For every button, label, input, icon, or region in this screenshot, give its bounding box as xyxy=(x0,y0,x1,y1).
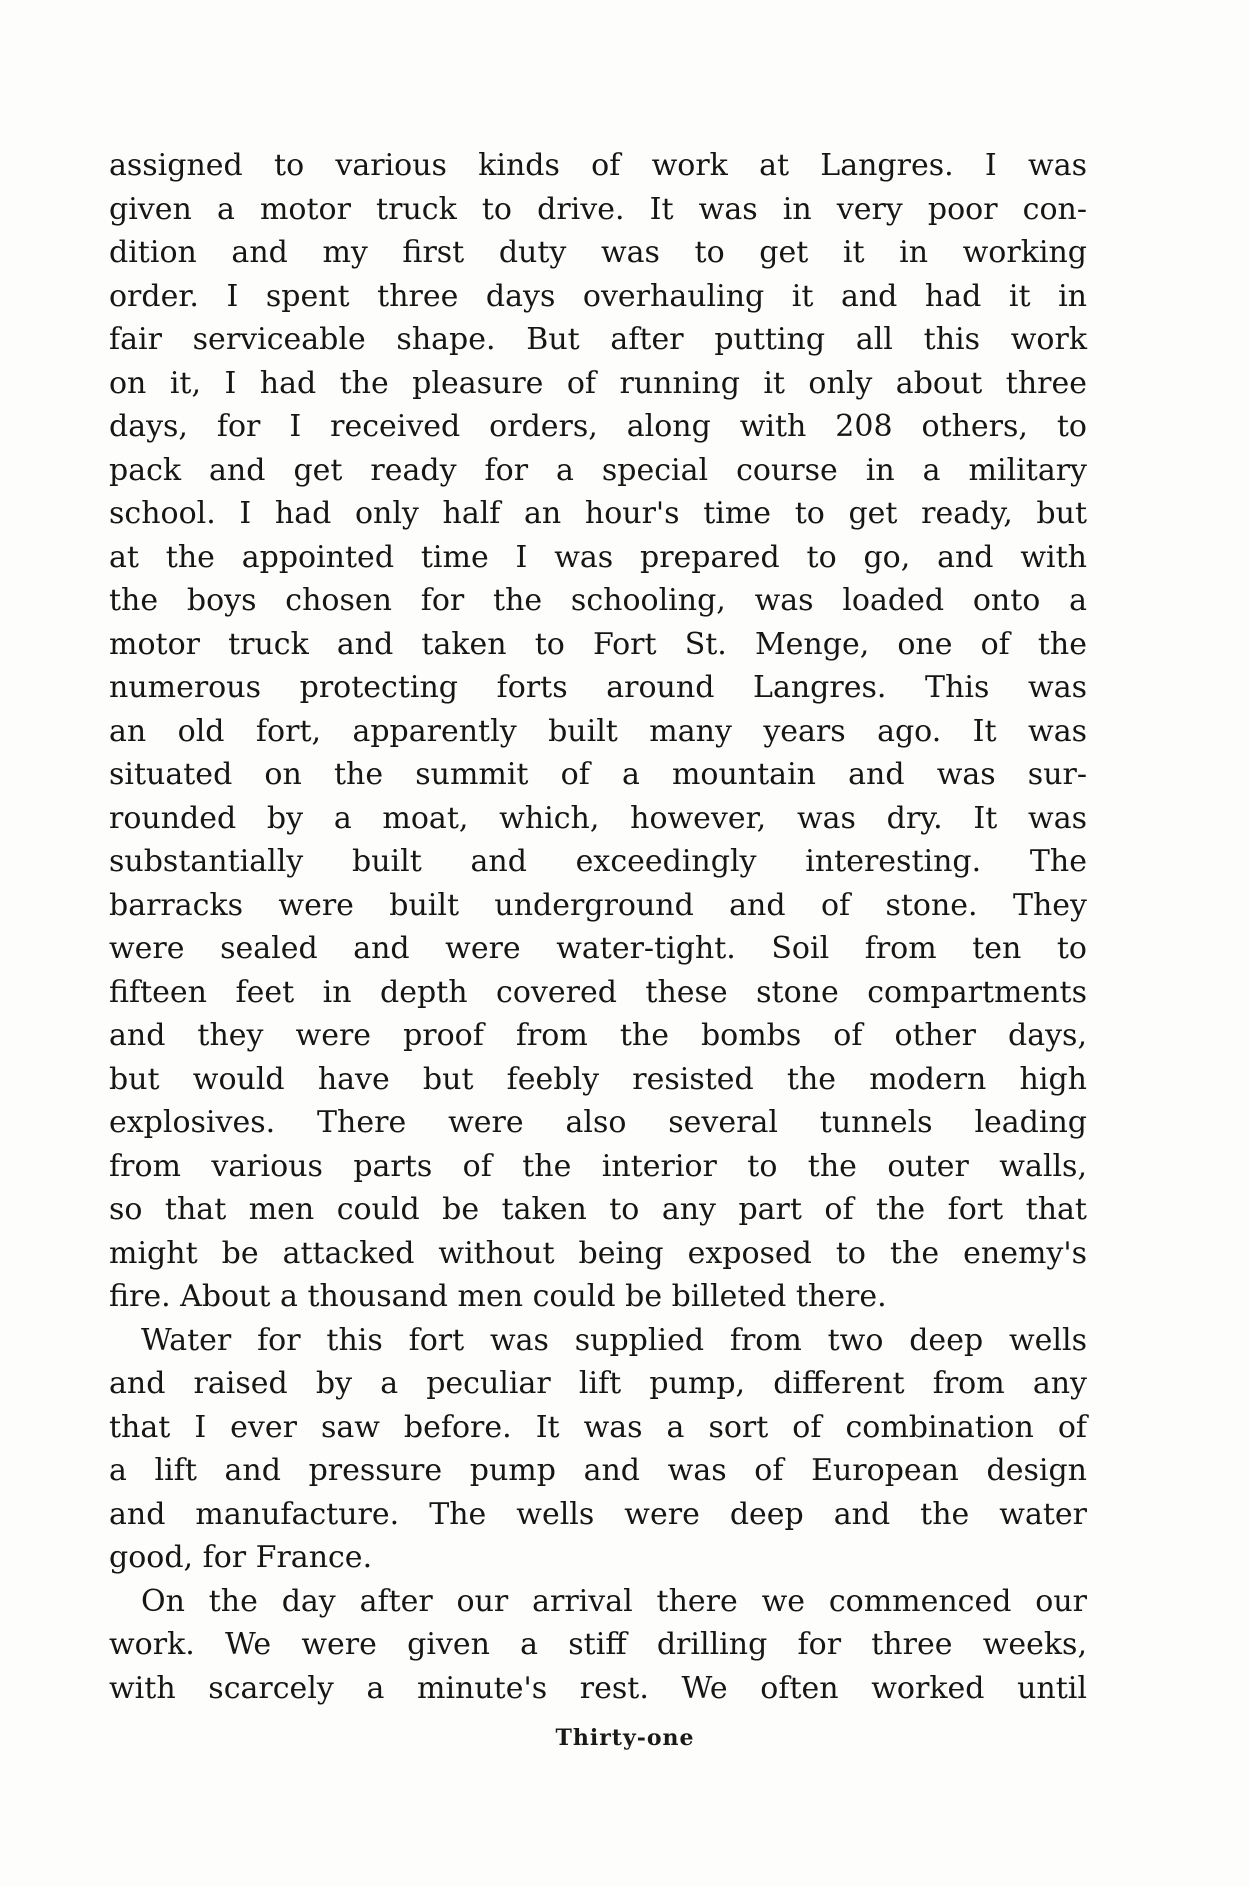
text-line: so that men could be taken to any part of the fort that xyxy=(109,1192,1087,1227)
text-line: that I ever saw before. It was a sort of combination of xyxy=(109,1409,1087,1445)
text-line: with scarcely a minute's rest. We often worked until xyxy=(109,1670,1087,1706)
text-line: fair serviceable shape. But after putting all this work xyxy=(109,322,1087,357)
text-line: motor truck and taken to Fort St. Menge, one of the xyxy=(109,626,1087,662)
text-line: fire. About a thousand men could be billeted there. xyxy=(109,1279,887,1314)
text-line: school. I had only half an hour's time to get ready, but xyxy=(109,496,1087,531)
text-line: On the day after our arrival there we commenced our xyxy=(141,1583,1087,1619)
text-line: an old fort, apparently built many years ago. It was xyxy=(109,713,1087,749)
text-line: at the appointed time I was prepared to go, and with xyxy=(109,539,1087,575)
text-line: given a motor truck to drive. It was in very poor con- xyxy=(109,191,1087,227)
text-line: and manufacture. The wells were deep and the water xyxy=(109,1496,1087,1532)
text-line: and they were proof from the bombs of other days, xyxy=(109,1018,1087,1053)
paragraph xyxy=(109,144,1087,1319)
text-line: order. I spent three days overhauling it and had it in xyxy=(109,278,1087,314)
text-line: fifteen feet in depth covered these stone compartments xyxy=(109,974,1087,1010)
text-line: rounded by a moat, which, however, was dry. It was xyxy=(109,800,1087,836)
text-line: assigned to various kinds of work at Langres. I was xyxy=(109,148,1087,183)
paragraph xyxy=(109,1319,1087,1580)
text-line: and raised by a peculiar lift pump, different from any xyxy=(109,1366,1087,1401)
text-line: from various parts of the interior to the outer walls, xyxy=(109,1148,1087,1184)
text-line: but would have but feebly resisted the modern high xyxy=(109,1061,1087,1097)
text-line: work. We were given a stiff drilling for three weeks, xyxy=(109,1627,1087,1662)
text-line: might be attacked without being exposed to the enemy's xyxy=(109,1235,1087,1271)
text-line: days, for I received orders, along with 208 others, to xyxy=(109,409,1087,444)
text-line: pack and get ready for a special course in a military xyxy=(109,452,1087,488)
text-line: barracks were built underground and of stone. They xyxy=(109,887,1087,923)
text-line: explosives. There were also several tunnels leading xyxy=(109,1105,1087,1140)
body-text xyxy=(109,144,1087,1710)
text-line: Water for this fort was supplied from two deep wells xyxy=(141,1322,1087,1358)
text-line: good, for France. xyxy=(109,1540,373,1575)
text-line: were sealed and were water-tight. Soil from ten to xyxy=(109,931,1087,966)
text-line: substantially built and exceedingly interesting. The xyxy=(109,844,1087,879)
text-line: dition and my first duty was to get it in working xyxy=(109,235,1087,270)
text-line: on it, I had the pleasure of running it only about three xyxy=(109,365,1087,401)
page-number: Thirty-one xyxy=(555,1725,695,1751)
paragraph xyxy=(109,1580,1087,1711)
text-line: numerous protecting forts around Langres. This was xyxy=(109,670,1087,705)
text-line: situated on the summit of a mountain and was sur- xyxy=(109,757,1087,792)
text-line: a lift and pressure pump and was of European design xyxy=(109,1453,1087,1488)
text-line: the boys chosen for the schooling, was loaded onto a xyxy=(109,583,1087,618)
